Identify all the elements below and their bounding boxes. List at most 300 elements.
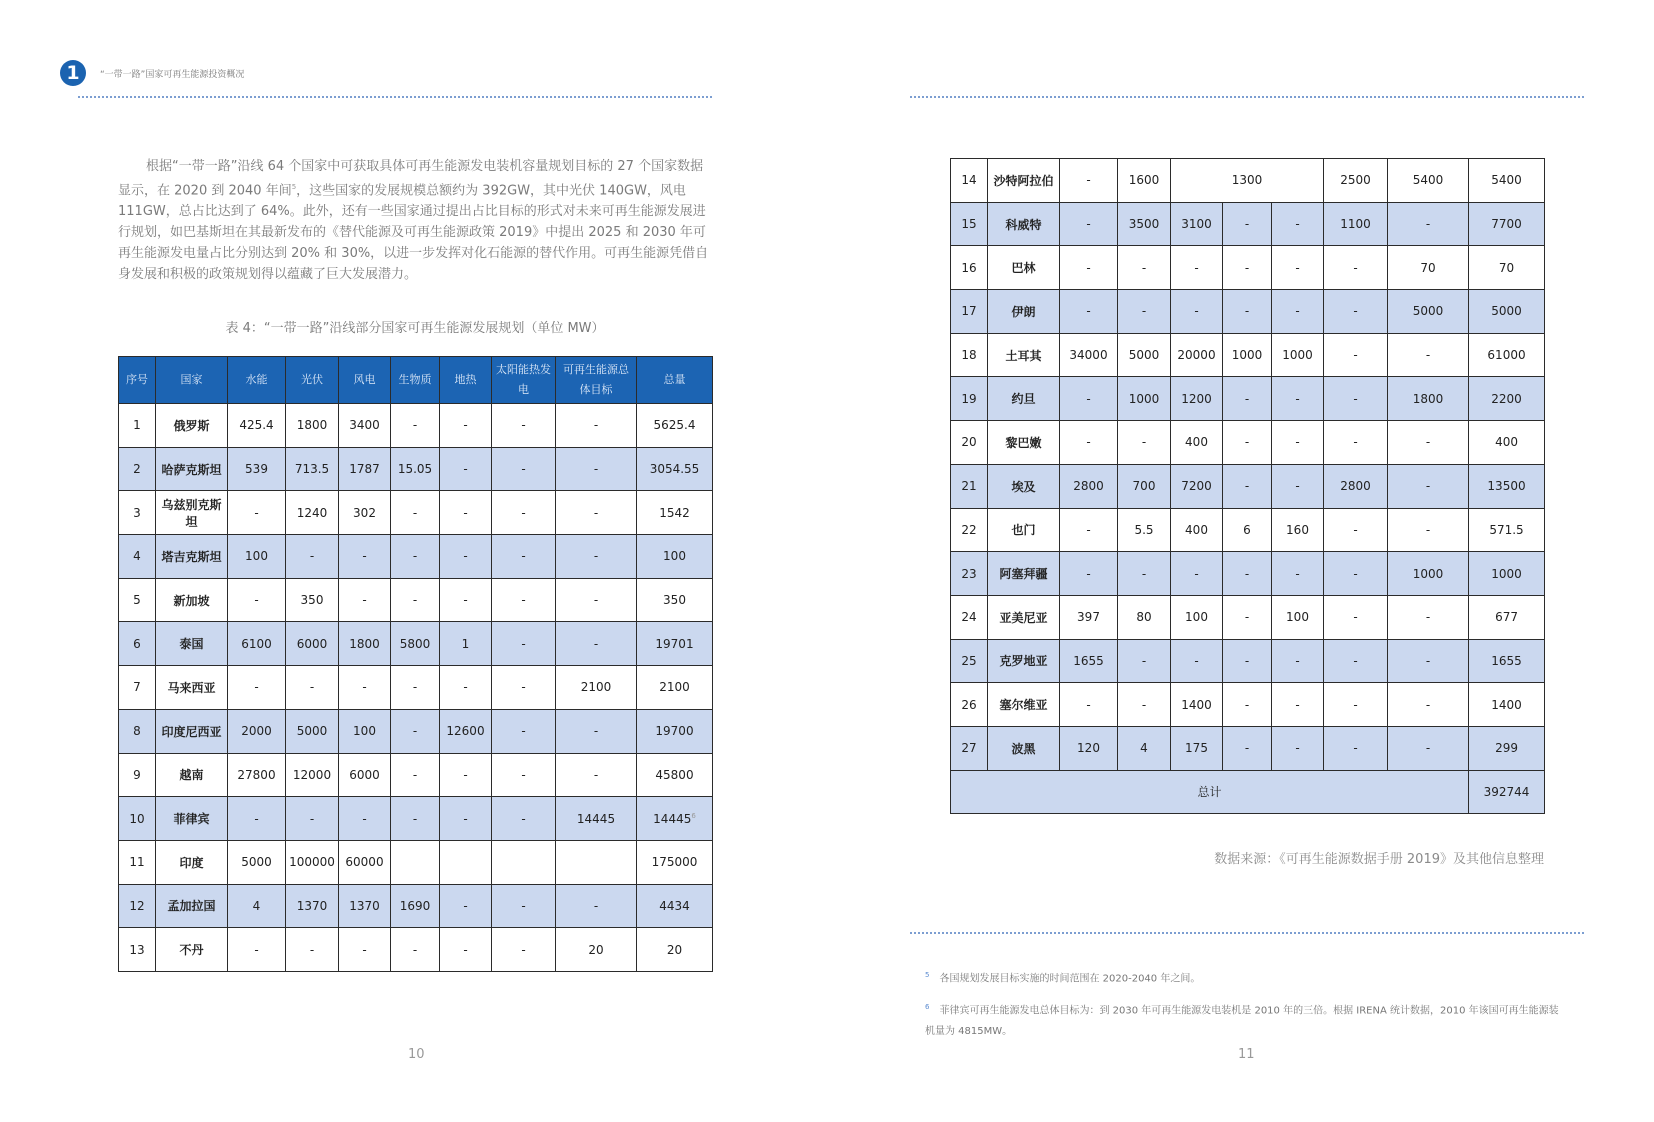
table-cell: 1542 bbox=[637, 491, 713, 535]
table-row bbox=[119, 535, 713, 579]
table-cell: 1787 bbox=[339, 447, 391, 491]
table-cell: - bbox=[391, 404, 440, 448]
table-cell: 19 bbox=[951, 377, 988, 421]
table-cell: - bbox=[556, 578, 637, 622]
table-cell: 5800 bbox=[391, 622, 440, 666]
table-cell: - bbox=[1324, 333, 1388, 377]
table-cell: 34000 bbox=[1060, 333, 1118, 377]
table-row bbox=[119, 928, 713, 972]
table-cell: - bbox=[1060, 290, 1118, 334]
table-cell: - bbox=[556, 884, 637, 928]
country-cell: 不丹 bbox=[156, 928, 228, 972]
table-cell: 61000 bbox=[1469, 333, 1545, 377]
country-cell: 新加坡 bbox=[156, 578, 228, 622]
total-row bbox=[951, 770, 1545, 814]
table-cell: 1000 bbox=[1223, 333, 1272, 377]
table-cell: - bbox=[1118, 639, 1171, 683]
table-cell: - bbox=[1272, 464, 1324, 508]
country-cell: 沙特阿拉伯 bbox=[988, 159, 1060, 203]
table-cell: 2000 bbox=[228, 709, 286, 753]
table-cell: - bbox=[1060, 421, 1118, 465]
table-cell: 571.5 bbox=[1469, 508, 1545, 552]
table-cell: 100000 bbox=[286, 840, 339, 884]
table-cell: - bbox=[492, 491, 556, 535]
table-cell: - bbox=[286, 666, 339, 710]
table-cell: - bbox=[492, 622, 556, 666]
table-row bbox=[951, 683, 1545, 727]
footnote-6 bbox=[925, 997, 1565, 1041]
table-cell: - bbox=[1324, 508, 1388, 552]
table-cell: 6000 bbox=[286, 622, 339, 666]
table-cell: 5400 bbox=[1469, 159, 1545, 203]
column-header: 可再生能源总体目标 bbox=[556, 357, 637, 404]
table-cell: 5000 bbox=[228, 840, 286, 884]
footnotes bbox=[925, 965, 1565, 1050]
table-cell: 400 bbox=[1171, 421, 1223, 465]
table-cell: 6000 bbox=[339, 753, 391, 797]
table-cell: 175000 bbox=[637, 840, 713, 884]
table-cell: - bbox=[1118, 683, 1171, 727]
total-value: 392744 bbox=[1469, 770, 1545, 814]
table-cell: 2200 bbox=[1469, 377, 1545, 421]
country-cell: 马来西亚 bbox=[156, 666, 228, 710]
table-cell: 3100 bbox=[1171, 202, 1223, 246]
table-cell: - bbox=[1171, 246, 1223, 290]
table-cell: - bbox=[1171, 639, 1223, 683]
table-cell: 5000 bbox=[1469, 290, 1545, 334]
table-cell: 1 bbox=[440, 622, 492, 666]
country-cell: 约旦 bbox=[988, 377, 1060, 421]
table-cell: 8 bbox=[119, 709, 156, 753]
table-cell: - bbox=[440, 491, 492, 535]
country-cell: 塞尔维亚 bbox=[988, 683, 1060, 727]
table-cell: - bbox=[391, 797, 440, 841]
table-cell: 11 bbox=[119, 840, 156, 884]
country-cell: 乌兹别克斯坦 bbox=[156, 491, 228, 535]
table-cell: 100 bbox=[228, 535, 286, 579]
table-cell: 15.05 bbox=[391, 447, 440, 491]
table-cell: - bbox=[440, 666, 492, 710]
table-cell: 1200 bbox=[1171, 377, 1223, 421]
table-cell: - bbox=[286, 928, 339, 972]
table-row bbox=[951, 508, 1545, 552]
column-header: 生物质 bbox=[391, 357, 440, 404]
table-cell: 2500 bbox=[1324, 159, 1388, 203]
table-cell: - bbox=[556, 753, 637, 797]
table-cell: - bbox=[1388, 464, 1469, 508]
table-cell: 677 bbox=[1469, 595, 1545, 639]
table-cell: - bbox=[286, 797, 339, 841]
data-source: 数据来源：《可再生能源数据手册 2019》及其他信息整理 bbox=[1214, 852, 1544, 867]
table-row bbox=[951, 290, 1545, 334]
table-cell: - bbox=[1223, 202, 1272, 246]
table-cell: 80 bbox=[1118, 595, 1171, 639]
table-cell: 175 bbox=[1171, 726, 1223, 770]
table-cell: - bbox=[1223, 290, 1272, 334]
table-cell: 45800 bbox=[637, 753, 713, 797]
table-cell: 19701 bbox=[637, 622, 713, 666]
table-cell: 6 bbox=[119, 622, 156, 666]
table-cell: 1000 bbox=[1469, 552, 1545, 596]
column-header: 太阳能热发电 bbox=[492, 357, 556, 404]
country-cell: 伊朗 bbox=[988, 290, 1060, 334]
table-cell: 12 bbox=[119, 884, 156, 928]
footnote-divider bbox=[910, 932, 1584, 934]
table-cell: - bbox=[492, 666, 556, 710]
table-cell: - bbox=[1223, 595, 1272, 639]
table-cell: - bbox=[492, 447, 556, 491]
table-cell: - bbox=[1171, 290, 1223, 334]
table-cell: 4434 bbox=[637, 884, 713, 928]
table-cell: - bbox=[556, 709, 637, 753]
table-row bbox=[951, 333, 1545, 377]
table-cell: - bbox=[556, 404, 637, 448]
table-cell: 1 bbox=[119, 404, 156, 448]
table-cell: 27800 bbox=[228, 753, 286, 797]
table-cell: 13500 bbox=[1469, 464, 1545, 508]
column-header: 国家 bbox=[156, 357, 228, 404]
table-cell: 6100 bbox=[228, 622, 286, 666]
table-row bbox=[119, 666, 713, 710]
table-cell: - bbox=[1223, 246, 1272, 290]
footnote-text: 各国规划发展目标实施的时间范围在 2020-2040 年之间。 bbox=[939, 973, 1201, 985]
table-cell: - bbox=[1388, 683, 1469, 727]
table-cell: - bbox=[1324, 290, 1388, 334]
table-cell: - bbox=[1272, 421, 1324, 465]
table-row bbox=[951, 159, 1545, 203]
country-cell: 越南 bbox=[156, 753, 228, 797]
table-cell: 9 bbox=[119, 753, 156, 797]
table-cell: 1000 bbox=[1118, 377, 1171, 421]
table-cell: 15 bbox=[951, 202, 988, 246]
table-cell: - bbox=[228, 928, 286, 972]
table-cell: 18 bbox=[951, 333, 988, 377]
country-cell: 巴林 bbox=[988, 246, 1060, 290]
table-cell bbox=[391, 840, 440, 884]
table-cell: - bbox=[1060, 159, 1118, 203]
table-cell: - bbox=[440, 797, 492, 841]
country-cell: 波黑 bbox=[988, 726, 1060, 770]
table-cell: 23 bbox=[951, 552, 988, 596]
table-row bbox=[119, 578, 713, 622]
footnote-ref-6[interactable]: 6 bbox=[691, 811, 696, 820]
table-cell: - bbox=[440, 884, 492, 928]
table-cell: - bbox=[339, 578, 391, 622]
table-cell: 4 bbox=[119, 535, 156, 579]
table-cell: 1370 bbox=[286, 884, 339, 928]
table-cell: - bbox=[228, 491, 286, 535]
country-cell: 科威特 bbox=[988, 202, 1060, 246]
table-row bbox=[951, 202, 1545, 246]
column-header: 总量 bbox=[637, 357, 713, 404]
country-cell: 亚美尼亚 bbox=[988, 595, 1060, 639]
table-cell: - bbox=[1272, 726, 1324, 770]
table-cell: 1240 bbox=[286, 491, 339, 535]
table-cell: 1655 bbox=[1060, 639, 1118, 683]
table-cell: 397 bbox=[1060, 595, 1118, 639]
table-row bbox=[119, 709, 713, 753]
total-label: 总计 bbox=[951, 770, 1469, 814]
table-cell: - bbox=[391, 491, 440, 535]
table-cell: - bbox=[1272, 639, 1324, 683]
table-cell: 700 bbox=[1118, 464, 1171, 508]
column-header: 风电 bbox=[339, 357, 391, 404]
table-cell: - bbox=[1272, 246, 1324, 290]
table-cell: 17 bbox=[951, 290, 988, 334]
table-header-row bbox=[119, 357, 713, 404]
table-cell: 160 bbox=[1272, 508, 1324, 552]
table-cell: - bbox=[492, 884, 556, 928]
table-cell: 16 bbox=[951, 246, 988, 290]
table-cell: 4 bbox=[228, 884, 286, 928]
table-cell: 10 bbox=[119, 797, 156, 841]
table-cell: - bbox=[492, 709, 556, 753]
table-cell: - bbox=[1324, 421, 1388, 465]
table-row bbox=[951, 377, 1545, 421]
table-cell: - bbox=[228, 578, 286, 622]
table-cell: - bbox=[1272, 683, 1324, 727]
table-row bbox=[951, 639, 1545, 683]
table-cell: - bbox=[1118, 552, 1171, 596]
table-row bbox=[119, 840, 713, 884]
table-cell: - bbox=[1060, 683, 1118, 727]
table-cell: 1600 bbox=[1118, 159, 1171, 203]
table-cell: 350 bbox=[637, 578, 713, 622]
table-cell: 2100 bbox=[556, 666, 637, 710]
table-cell: 5000 bbox=[1118, 333, 1171, 377]
table-cell: - bbox=[1388, 726, 1469, 770]
table-cell: - bbox=[391, 928, 440, 972]
table-cell: 12600 bbox=[440, 709, 492, 753]
table-cell: - bbox=[391, 666, 440, 710]
table-cell: - bbox=[1060, 552, 1118, 596]
table-cell: 7200 bbox=[1171, 464, 1223, 508]
column-header: 地热 bbox=[440, 357, 492, 404]
table-cell: 302 bbox=[339, 491, 391, 535]
table-cell: - bbox=[492, 797, 556, 841]
table-row bbox=[119, 447, 713, 491]
footnote-number: 5 bbox=[925, 971, 930, 979]
table-row bbox=[951, 421, 1545, 465]
table-cell: 713.5 bbox=[286, 447, 339, 491]
table-cell bbox=[556, 840, 637, 884]
table-cell: 7 bbox=[119, 666, 156, 710]
page-number-left: 10 bbox=[408, 1047, 425, 1062]
table-cell: - bbox=[1388, 421, 1469, 465]
table-cell bbox=[492, 840, 556, 884]
footnote-5 bbox=[925, 965, 1565, 989]
table-row bbox=[119, 404, 713, 448]
table-cell: 20 bbox=[637, 928, 713, 972]
table-cell: 2 bbox=[119, 447, 156, 491]
country-cell: 印度尼西亚 bbox=[156, 709, 228, 753]
table-cell: - bbox=[492, 928, 556, 972]
table-cell: 100 bbox=[637, 535, 713, 579]
table-caption: 表 4：“一带一路”沿线部分国家可再生能源发展规划（单位 MW） bbox=[225, 321, 605, 336]
country-cell: 菲律宾 bbox=[156, 797, 228, 841]
intro-text-2: ，这些国家的发展规模总额约为 392GW，其中光伏 140GW，风电 111GW，总占比达到了 64%。此外，还有一些国家通过提出占比目标的形式对未来可再生能源发展进行规划，如巴基斯坦在其最新发布的《替代能源及可再生能源政策 2019》中提出 2025 和 2030 年可再生能源发电量占比分别达到 20% 和 30%，以进一步发挥对化石能源的替代作用。可再生能源凭借自身发展和积极的政策规划得以蕴藏了巨大发展潜力。 bbox=[118, 183, 709, 283]
intro-paragraph bbox=[118, 156, 712, 285]
country-cell: 俄罗斯 bbox=[156, 404, 228, 448]
table-cell: 1690 bbox=[391, 884, 440, 928]
table-cell: - bbox=[1324, 377, 1388, 421]
table-cell: 2100 bbox=[637, 666, 713, 710]
table-cell: 7700 bbox=[1469, 202, 1545, 246]
table-cell: - bbox=[339, 535, 391, 579]
table-row bbox=[119, 797, 713, 841]
table-cell: - bbox=[1388, 333, 1469, 377]
country-cell: 泰国 bbox=[156, 622, 228, 666]
table-row bbox=[951, 246, 1545, 290]
table-cell: 13 bbox=[119, 928, 156, 972]
table-cell: - bbox=[1324, 595, 1388, 639]
table-cell: 4 bbox=[1118, 726, 1171, 770]
country-cell: 孟加拉国 bbox=[156, 884, 228, 928]
table-cell: 60000 bbox=[339, 840, 391, 884]
table-cell: 100 bbox=[339, 709, 391, 753]
table-cell: - bbox=[1388, 202, 1469, 246]
table-cell: - bbox=[1388, 508, 1469, 552]
table-row bbox=[951, 595, 1545, 639]
table-cell: - bbox=[1060, 246, 1118, 290]
table-row bbox=[119, 753, 713, 797]
table-cell: - bbox=[1118, 290, 1171, 334]
table-cell: - bbox=[1324, 639, 1388, 683]
table-cell: - bbox=[391, 578, 440, 622]
table-cell: 14 bbox=[951, 159, 988, 203]
table-cell: - bbox=[440, 578, 492, 622]
table-cell: - bbox=[492, 535, 556, 579]
table-cell: - bbox=[1060, 377, 1118, 421]
table-cell: 5000 bbox=[286, 709, 339, 753]
renewable-plan-table-part2 bbox=[950, 158, 1545, 814]
right-header-divider bbox=[910, 96, 1584, 98]
footnote-ref-5[interactable]: 5 bbox=[291, 183, 297, 191]
footnote-number: 6 bbox=[925, 1003, 930, 1012]
intro-text-1: 根据“一带一路”沿线 64 个国家中可获取具体可再生能源发电装机容量规划目标的 27 个国家数据显示，在 2020 到 2040 年间 bbox=[118, 159, 704, 199]
table-cell bbox=[440, 840, 492, 884]
table-cell: - bbox=[339, 928, 391, 972]
table-cell: 21 bbox=[951, 464, 988, 508]
table-cell: - bbox=[440, 404, 492, 448]
table-cell: 425.4 bbox=[228, 404, 286, 448]
table-cell: 14445$^6$ bbox=[637, 797, 713, 841]
country-cell: 印度 bbox=[156, 840, 228, 884]
table-cell: 3054.55 bbox=[637, 447, 713, 491]
table-row bbox=[951, 464, 1545, 508]
chapter-title: “一带一路”国家可再生能源投资概况 bbox=[100, 70, 245, 80]
country-cell: 埃及 bbox=[988, 464, 1060, 508]
table-cell: - bbox=[556, 535, 637, 579]
table-cell: 539 bbox=[228, 447, 286, 491]
table-cell: - bbox=[556, 447, 637, 491]
table-cell: - bbox=[492, 578, 556, 622]
table-cell: 3500 bbox=[1118, 202, 1171, 246]
table-cell: - bbox=[440, 447, 492, 491]
table-cell: 14445 bbox=[556, 797, 637, 841]
table-cell: - bbox=[1223, 377, 1272, 421]
table-cell: 350 bbox=[286, 578, 339, 622]
table-cell: - bbox=[1171, 552, 1223, 596]
table-cell: 1300 bbox=[1171, 159, 1324, 203]
table-cell: - bbox=[1223, 683, 1272, 727]
table-cell: 20 bbox=[556, 928, 637, 972]
table-row bbox=[119, 884, 713, 928]
footnote-text: 菲律宾可再生能源发电总体目标为：到 2030 年可再生能源发电装机是 2010 年的三倍。根据 IRENA 统计数据，2010 年该国可再生能源装机量为 4815MW。 bbox=[925, 1005, 1559, 1037]
table-cell: 3400 bbox=[339, 404, 391, 448]
table-cell: - bbox=[1223, 552, 1272, 596]
chapter-badge: 1 bbox=[60, 60, 86, 86]
table-cell: 20000 bbox=[1171, 333, 1223, 377]
table-cell: 299 bbox=[1469, 726, 1545, 770]
table-cell: 1000 bbox=[1388, 552, 1469, 596]
table-cell: 27 bbox=[951, 726, 988, 770]
table-cell: - bbox=[1118, 246, 1171, 290]
table-cell: - bbox=[1324, 726, 1388, 770]
country-cell: 塔吉克斯坦 bbox=[156, 535, 228, 579]
table-cell: 19700 bbox=[637, 709, 713, 753]
table-cell: 22 bbox=[951, 508, 988, 552]
table-cell: - bbox=[286, 535, 339, 579]
table-cell: 1800 bbox=[339, 622, 391, 666]
table-cell: - bbox=[391, 753, 440, 797]
column-header: 水能 bbox=[228, 357, 286, 404]
table-cell: - bbox=[1324, 246, 1388, 290]
page-number-right: 11 bbox=[1238, 1047, 1255, 1062]
country-cell: 哈萨克斯坦 bbox=[156, 447, 228, 491]
table-cell: 1655 bbox=[1469, 639, 1545, 683]
table-cell: - bbox=[228, 797, 286, 841]
table-cell: - bbox=[1272, 377, 1324, 421]
table-cell: 12000 bbox=[286, 753, 339, 797]
table-cell: - bbox=[1060, 508, 1118, 552]
table-cell: - bbox=[556, 622, 637, 666]
table-cell: 400 bbox=[1171, 508, 1223, 552]
table-cell: 5625.4 bbox=[637, 404, 713, 448]
country-cell: 黎巴嫩 bbox=[988, 421, 1060, 465]
table-cell: - bbox=[1324, 683, 1388, 727]
table-cell: 100 bbox=[1272, 595, 1324, 639]
table-cell: 5400 bbox=[1388, 159, 1469, 203]
table-cell: - bbox=[1223, 464, 1272, 508]
table-cell: - bbox=[440, 753, 492, 797]
table-cell: 2800 bbox=[1060, 464, 1118, 508]
table-cell: 20 bbox=[951, 421, 988, 465]
country-cell: 土耳其 bbox=[988, 333, 1060, 377]
table-cell: 5.5 bbox=[1118, 508, 1171, 552]
country-cell: 阿塞拜疆 bbox=[988, 552, 1060, 596]
table-cell: 1370 bbox=[339, 884, 391, 928]
table-cell: - bbox=[556, 491, 637, 535]
table-cell: 1400 bbox=[1469, 683, 1545, 727]
table-cell: - bbox=[1324, 552, 1388, 596]
table-cell: 26 bbox=[951, 683, 988, 727]
table-cell: - bbox=[1223, 726, 1272, 770]
table-cell: - bbox=[391, 535, 440, 579]
table-row bbox=[951, 552, 1545, 596]
table-cell: - bbox=[339, 666, 391, 710]
table-cell: 1800 bbox=[1388, 377, 1469, 421]
table-cell: 3 bbox=[119, 491, 156, 535]
table-cell: 1400 bbox=[1171, 683, 1223, 727]
header-divider bbox=[78, 96, 712, 98]
table-cell: - bbox=[1272, 202, 1324, 246]
table-cell: - bbox=[1388, 595, 1469, 639]
column-header: 光伏 bbox=[286, 357, 339, 404]
table-row bbox=[119, 622, 713, 666]
country-cell: 克罗地亚 bbox=[988, 639, 1060, 683]
table-cell: - bbox=[440, 928, 492, 972]
